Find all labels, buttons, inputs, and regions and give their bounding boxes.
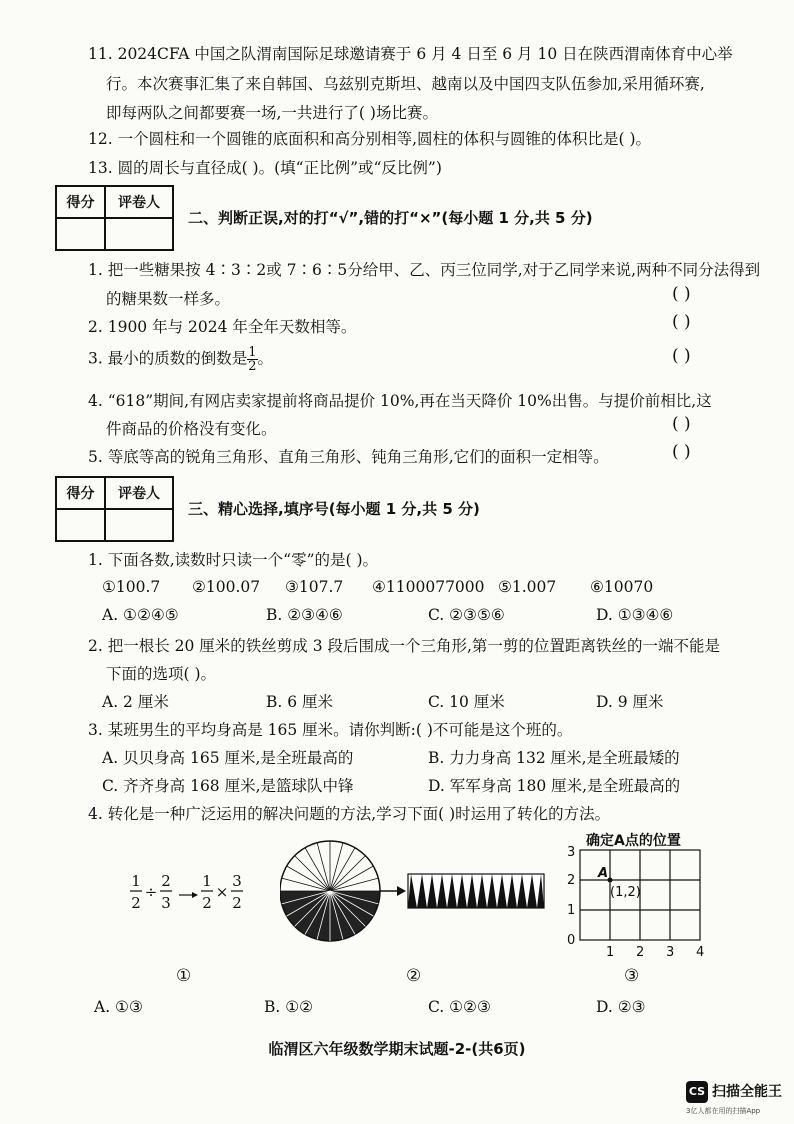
s3-q4-option-b: B. ①② xyxy=(264,998,314,1016)
score-label: 得分 xyxy=(56,477,105,509)
s2-q2-answer: ( ) xyxy=(672,312,691,332)
s2-q3-answer: ( ) xyxy=(672,346,691,366)
s2-q3-prefix: 3. 最小的质数的倒数是 xyxy=(88,349,248,368)
svg-text:1: 1 xyxy=(131,872,141,890)
s2-q4-line2: 件商品的价格没有变化。 xyxy=(106,420,277,438)
q11-line3: 即每两队之间都要赛一场,一共进行了( )场比赛。 xyxy=(106,104,438,122)
point-a-coord: (1,2) xyxy=(610,885,641,900)
scanner-logo-icon: CS xyxy=(686,1081,708,1103)
x-tick: 2 xyxy=(636,945,645,956)
s2-q2: 2. 1900 年与 2024 年全年天数相等。 xyxy=(88,318,357,336)
s3-q1-item: ③107.7 xyxy=(285,578,344,596)
score-box-section3 xyxy=(55,476,174,542)
fraction-denominator: 2 xyxy=(248,359,257,374)
fig1-label: ① xyxy=(176,966,192,986)
s2-q3-fraction xyxy=(247,346,257,373)
s3-q1-option-b: B. ②③④⑥ xyxy=(266,606,343,624)
section3-title: 三、精心选择,填序号(每小题 1 分,共 5 分) xyxy=(188,500,480,518)
page-footer: 临渭区六年级数学期末试题-2-(共6页) xyxy=(268,1040,526,1058)
s2-q4-line1: 4. “618”期间,有网店卖家提前将商品提价 10%,再在当天降价 10%出售。与提价前相比,这 xyxy=(88,392,712,410)
s3-q3-option-d: D. 军军身高 180 厘米,是全班最高的 xyxy=(428,777,681,795)
fig3-label: ③ xyxy=(624,966,640,986)
q13-text: 13. 圆的周长与直径成( )。(填“正比例”或“反比例”) xyxy=(88,159,442,177)
grader-label: 评卷人 xyxy=(105,477,173,509)
y-tick: 0 xyxy=(567,933,576,948)
svg-text:2: 2 xyxy=(131,894,141,912)
s3-q1-item: ①100.7 xyxy=(102,578,161,596)
s3-q1-option-c: C. ②③⑤⑥ xyxy=(428,606,505,624)
fraction-numerator: 1 xyxy=(248,345,257,360)
s3-q2-option-a: A. 2 厘米 xyxy=(102,693,169,711)
fig2-circle-rearrangement xyxy=(280,836,550,946)
s3-q4-option-d: D. ②③ xyxy=(596,998,646,1016)
s3-q1-item: ②100.07 xyxy=(192,578,261,596)
arrow-icon xyxy=(380,886,406,896)
scanner-tagline: 3亿人都在用的扫描App xyxy=(686,1107,761,1115)
score-label: 得分 xyxy=(56,186,105,218)
section2-title: 二、判断正误,对的打“√”,错的打“×”(每小题 1 分,共 5 分) xyxy=(188,209,593,227)
s2-q5: 5. 等底等高的锐角三角形、直角三角形、钝角三角形,它们的面积一定相等。 xyxy=(88,448,609,466)
s3-q4-option-c: C. ①②③ xyxy=(428,998,491,1016)
fig3-title: 确定A点的位置 xyxy=(586,833,681,849)
score-cell xyxy=(56,218,105,250)
s3-q2-option-b: B. 6 厘米 xyxy=(266,693,334,711)
svg-text:2: 2 xyxy=(202,894,212,912)
s3-q1-option-a: A. ①②④⑤ xyxy=(102,606,179,624)
s3-q2-option-d: D. 9 厘米 xyxy=(596,693,664,711)
grader-cell xyxy=(105,509,173,541)
s3-q3-option-b: B. 力力身高 132 厘米,是全班最矮的 xyxy=(428,749,680,767)
s3-q2-line2: 下面的选项( )。 xyxy=(106,665,217,683)
s3-q1-item: ⑥10070 xyxy=(590,578,654,596)
s2-q5-answer: ( ) xyxy=(672,442,691,462)
s3-q1-item: ⑤1.007 xyxy=(498,578,557,596)
svg-text:3: 3 xyxy=(232,872,242,890)
s3-q4-option-a: A. ①③ xyxy=(94,998,143,1016)
fig1-fraction-equation xyxy=(128,870,248,920)
circle-sectors xyxy=(280,841,380,941)
s3-q1-item: ④1100077000 xyxy=(372,578,485,596)
q11-line2: 行。本次赛事汇集了来自韩国、乌兹别克斯坦、越南以及中国四支队伍参加,采用循环赛, xyxy=(106,75,705,93)
s3-q3-option-c: C. 齐齐身高 168 厘米,是篮球队中锋 xyxy=(102,777,354,795)
x-tick: 4 xyxy=(696,945,705,956)
s3-q4: 4. 转化是一种广泛运用的解决问题的方法,学习下面( )时运用了转化的方法。 xyxy=(88,805,611,823)
svg-text:1: 1 xyxy=(202,872,212,890)
point-a xyxy=(608,878,613,883)
rearranged-parallelogram xyxy=(408,874,544,908)
svg-text:2: 2 xyxy=(232,894,242,912)
fig2-label: ② xyxy=(406,966,422,986)
scanner-name: 扫描全能王 xyxy=(712,1084,782,1100)
s2-q1-line2: 的糖果数一样多。 xyxy=(106,290,231,308)
s2-q3-suffix: 。 xyxy=(257,349,274,368)
s3-q2-option-c: C. 10 厘米 xyxy=(428,693,505,711)
x-tick: 1 xyxy=(606,945,615,956)
s2-q1-line1: 1. 把一些糖果按 4∶3∶2或 7∶6∶5分给甲、乙、丙三位同学,对于乙同学来说,两种不同分法得到 xyxy=(88,261,761,279)
s2-q1-answer: ( ) xyxy=(672,284,691,304)
s2-q3 xyxy=(88,346,273,373)
s3-q3: 3. 某班男生的平均身高是 165 厘米。请你判断:( )不可能是这个班的。 xyxy=(88,721,573,739)
grader-label: 评卷人 xyxy=(105,186,173,218)
y-tick: 3 xyxy=(567,845,576,860)
q11-line1: 11. 2024CFA 中国之队渭南国际足球邀请赛于 6 月 4 日至 6 月 10 日在陕西渭南体育中心举 xyxy=(88,45,733,63)
score-box-section2 xyxy=(55,185,174,251)
s3-q1-option-d: D. ①③④⑥ xyxy=(596,606,674,624)
score-cell xyxy=(56,509,105,541)
x-tick: 3 xyxy=(666,945,675,956)
svg-text:÷: ÷ xyxy=(144,883,158,901)
s2-q4-answer: ( ) xyxy=(672,414,691,434)
grader-cell xyxy=(105,218,173,250)
point-a-label: A xyxy=(598,866,609,881)
svg-text:3: 3 xyxy=(161,894,171,912)
svg-text:×: × xyxy=(215,883,229,901)
fig3-coordinate-grid xyxy=(560,844,720,956)
s3-q2-line1: 2. 把一根长 20 厘米的铁丝剪成 3 段后围成一个三角形,第一剪的位置距离铁丝的一端不能是 xyxy=(88,637,720,655)
q12-text: 12. 一个圆柱和一个圆锥的底面积和高分别相等,圆柱的体积与圆锥的体积比是( )。 xyxy=(88,130,652,148)
s3-q3-option-a: A. 贝贝身高 165 厘米,是全班最高的 xyxy=(102,749,354,767)
y-tick: 2 xyxy=(567,873,576,888)
s3-q1: 1. 下面各数,读数时只读一个“零”的是( )。 xyxy=(88,551,379,569)
y-tick: 1 xyxy=(567,903,576,918)
svg-text:2: 2 xyxy=(161,872,171,890)
